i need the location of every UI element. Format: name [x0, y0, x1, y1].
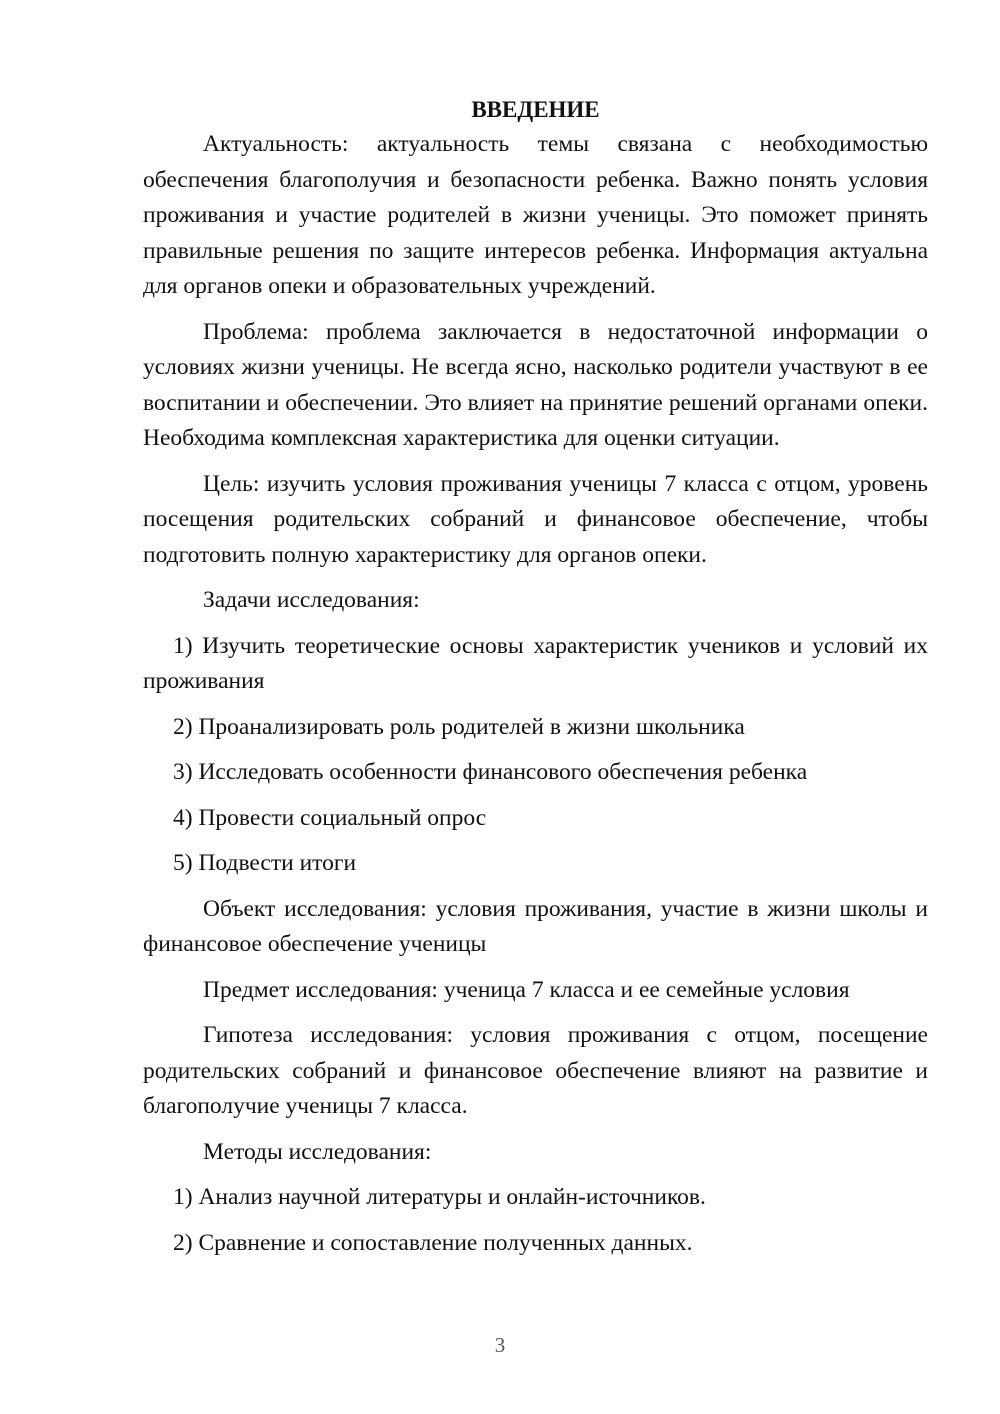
task-item: 3) Исследовать особенности финансового обеспечения ребенка [173, 759, 808, 785]
goal-paragraph: Цель: изучить условия проживания ученицы 7 класса с отцом, уровень посещения родительских собраний и финансовое обеспечение, чтобы подготовить полную характеристику для органов опеки. [143, 470, 928, 568]
page-number: 3 [494, 1333, 506, 1357]
page-title: ВВЕДЕНИЕ [471, 97, 600, 122]
method-item: 1) Анализ научной литературы и онлайн-источников. [173, 1184, 706, 1210]
task-item: 1) Изучить теоретические основы характеристик учеников и условий их проживания [143, 632, 928, 694]
hypothesis-paragraph: Гипотеза исследования: условия проживания с отцом, посещение родительских собраний и финансовое обеспечение влияют на развитие и благополучие ученицы 7 класса. [143, 1022, 928, 1119]
page-content [143, 92, 928, 1261]
task-item: 5) Подвести итоги [173, 850, 357, 876]
subject-paragraph: Предмет исследования: ученица 7 класса и ее семейные условия [203, 976, 850, 1003]
tasks-heading: Задачи исследования: [203, 587, 420, 613]
task-item: 4) Провести социальный опрос [173, 804, 487, 831]
task-item: 2) Проанализировать роль родителей в жизни школьника [173, 713, 745, 740]
relevance-paragraph: Актуальность: актуальность темы связана с необходимостью обеспечения благополучия и безопасности ребенка. Важно понять условия проживания и участие родителей в жизни ученицы. Это поможет принять правильные решения по защите интересов ребенка. Информация актуальна для органов опеки и образовательных учреждений. [143, 131, 928, 299]
methods-heading: Методы исследования: [203, 1138, 432, 1165]
problem-paragraph: Проблема: проблема заключается в недостаточной информации о условиях жизни ученицы. Не всегда ясно, насколько родители участвуют в ее воспитании и обеспечении. Это влияет на принятие решений органами опеки. Необходима комплексная характеристика для оценки ситуации. [143, 318, 928, 451]
object-paragraph: Объект исследования: условия проживания, участие в жизни школы и финансовое обеспечение ученицы [143, 895, 928, 957]
method-item: 2) Сравнение и сопоставление полученных данных. [173, 1229, 693, 1256]
